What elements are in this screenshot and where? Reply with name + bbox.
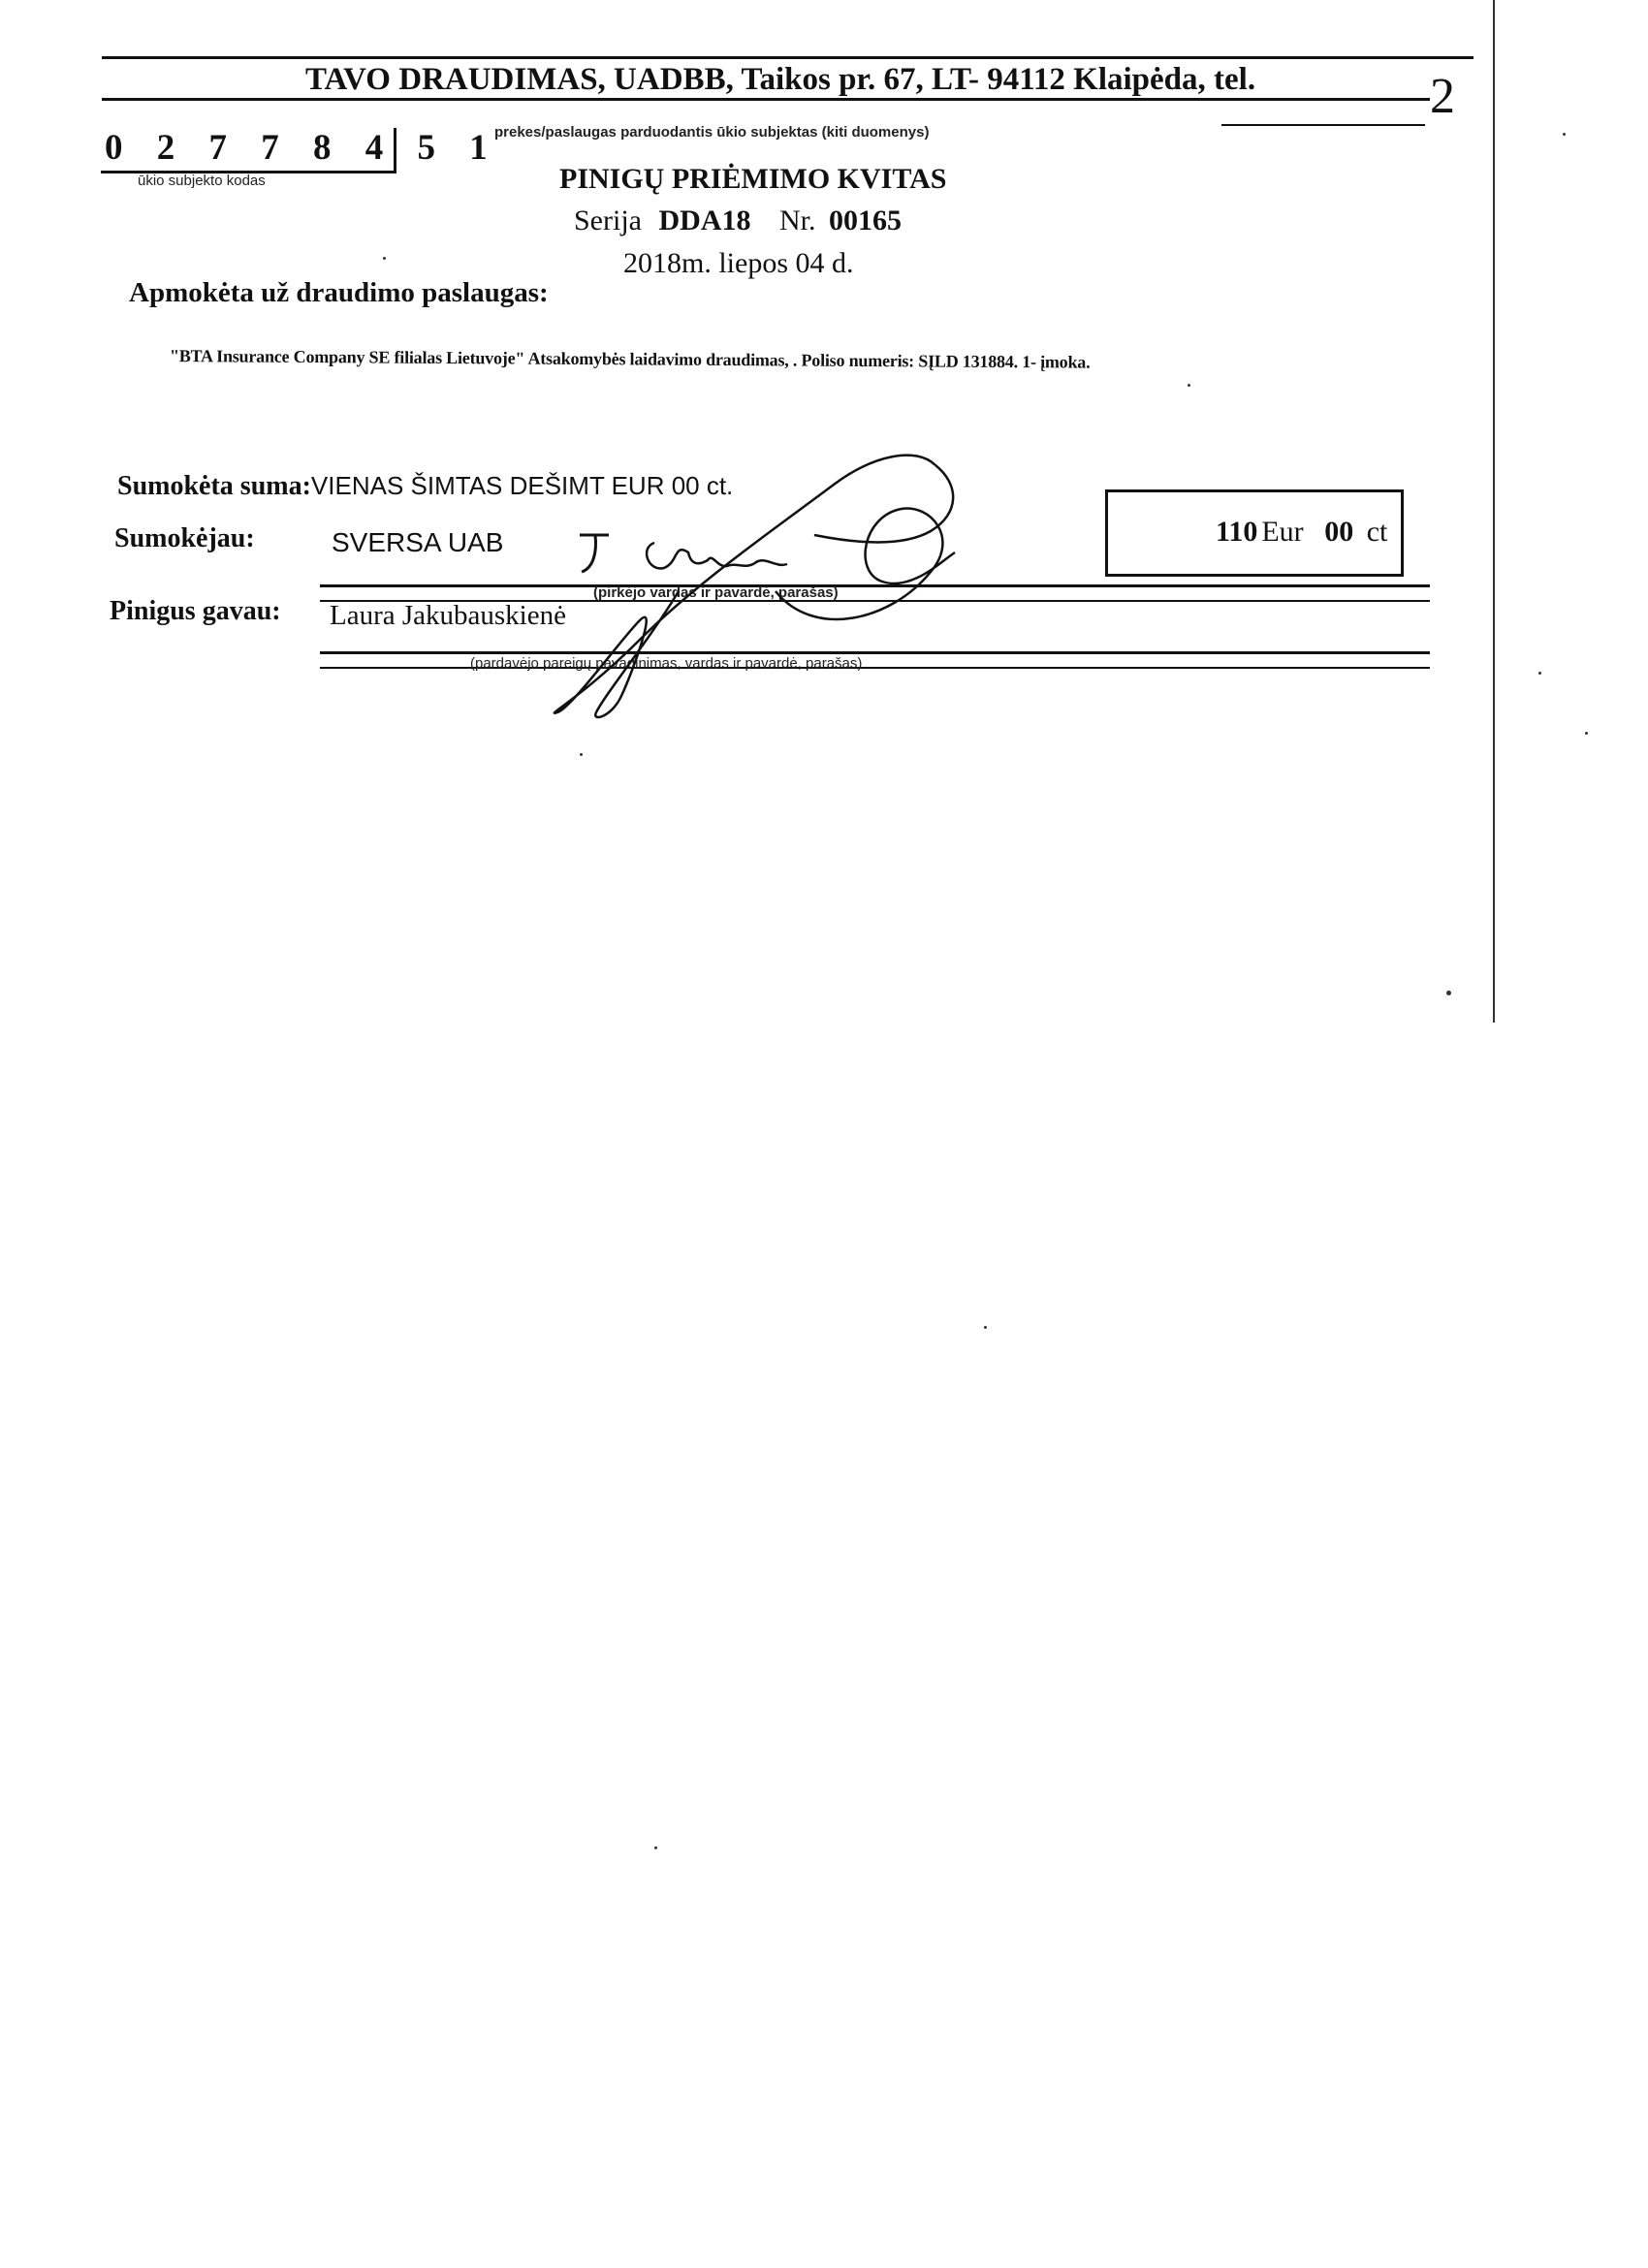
copy-number: 2 [1430,69,1455,124]
entity-code-caption: ūkio subjekto kodas [138,173,266,189]
receiver-name: Laura Jakubauskienė [330,600,566,631]
seller-caption: prekes/paslaugas parduodantis ūkio subjektas (kiti duomenys) [494,124,930,141]
scan-speck [1188,384,1190,387]
payer-signature-scrawl [647,543,787,568]
payer-caption: (pirkėjo vardas ir pavardė, parašas) [593,584,839,601]
scan-speck [1563,133,1566,136]
receiver-caption: (pardavėjo pareigų pavadinimas, vardas ir pavardė, parašas) [470,655,863,672]
payer-signature-initial [580,535,609,572]
receiver-signature-loop [555,456,935,717]
signature-strokes [0,0,1648,775]
number-value: 00165 [828,205,902,236]
payer-name: SVERSA UAB [332,527,504,557]
amount-words: VIENAS ŠIMTAS DEŠIMT EUR 00 ct. [310,471,734,500]
payment-for-description: "BTA Insurance Company SE filialas Lietuvoje" Atsakomybės laidavimo draudimas, . Poliso numeris: SĮLD 131884. 1- įmoka. [169,346,1091,372]
receipt-title: PINIGŲ PRIĖMIMO KVITAS [559,163,947,195]
series-label: Serija [574,205,642,236]
amount-ct: 00 [1324,516,1354,548]
series-value: DDA18 [658,205,751,236]
number-label: Nr. [778,205,816,236]
entity-code-value: 0 2 7 7 8 4 5 1 [105,128,500,168]
payer-signature-flourish [776,509,955,619]
amount-ct-label: ct [1366,516,1388,548]
scan-speck [1585,732,1588,735]
receiver-label: Pinigus gavau: [110,596,281,626]
amount-eur-label: Eur [1261,516,1304,548]
scan-speck [984,1326,987,1329]
payer-label: Sumokėjau: [114,523,255,553]
seller-line: TAVO DRAUDIMAS, UADBB, Taikos pr. 67, LT- 94112 Klaipėda, tel. [305,62,1256,97]
amount-label: Sumokėta suma: [117,471,311,501]
scan-speck [1538,672,1541,675]
amount-eur: 110 [1216,516,1258,548]
scan-speck [383,257,386,260]
payment-for-label: Apmokėta už draudimo paslaugas: [129,277,549,308]
date-year: 2018 [623,247,681,279]
date-rest: m. liepos 04 d. [681,247,854,279]
receiver-signature-swash [814,465,953,542]
scan-speck [654,1846,657,1849]
scan-speck [580,753,583,756]
scan-speck [1446,991,1451,995]
